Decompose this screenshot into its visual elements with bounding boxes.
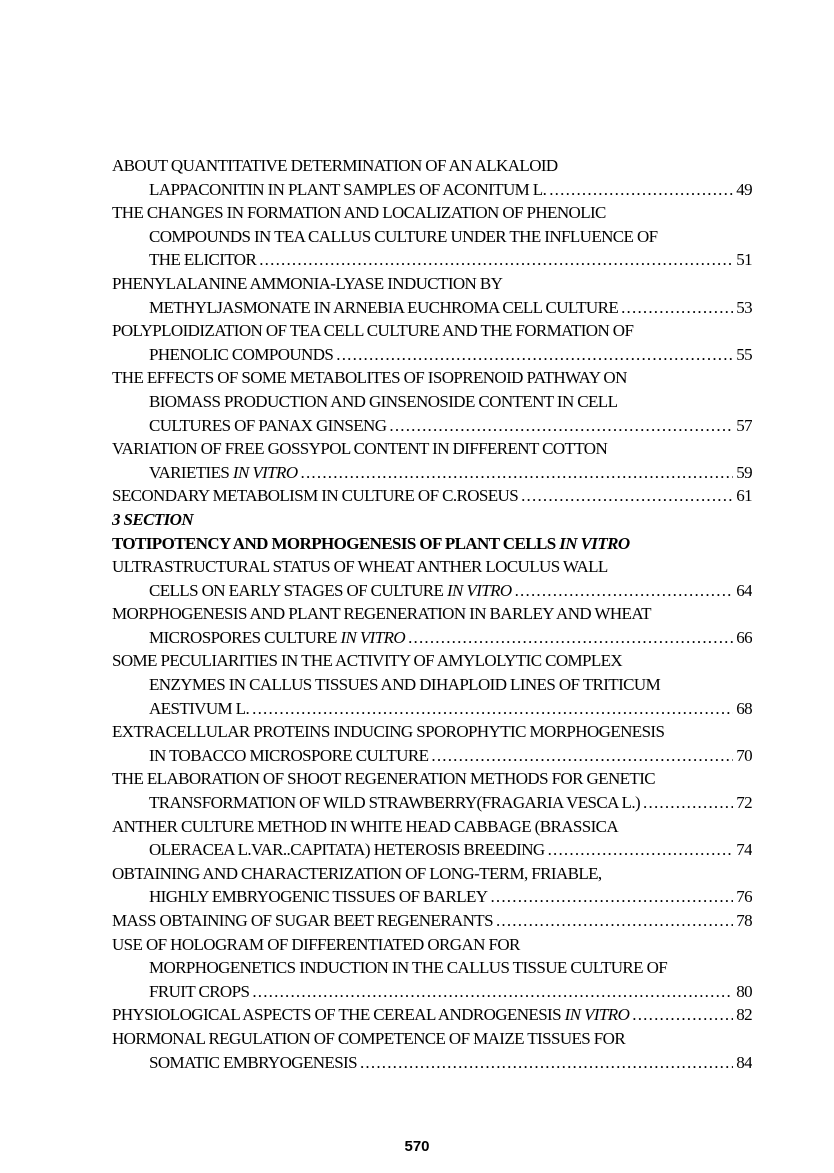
- toc-entry-title: PHENYLALANINE AMMONIA-LYASE INDUCTION BY: [112, 273, 503, 293]
- page-ref[interactable]: 55: [736, 344, 752, 364]
- page-ref[interactable]: 80: [736, 981, 752, 1001]
- dot-leader: [389, 414, 733, 438]
- toc-entry-last-line: LAPPACONITIN IN PLANT SAMPLES OF ACONITUM L. ..... 49: [112, 178, 752, 202]
- toc-entry: [112, 649, 752, 720]
- toc-entry: [112, 1003, 752, 1027]
- page-ref[interactable]: 61: [736, 486, 752, 506]
- toc-entry: [112, 555, 752, 602]
- dot-leader: [408, 626, 733, 650]
- toc-entry: [112, 1027, 752, 1074]
- toc-entry-title: THE ELABORATION OF SHOOT REGENERATION METHODS FOR GENETIC: [112, 769, 656, 789]
- toc-entry-continuation: COMPOUNDS IN TEA CALLUS CULTURE UNDER THE INFLUENCE OF: [149, 226, 658, 246]
- toc-entry-last-line: MASS OBTAINING OF SUGAR BEET REGENERANTS ..... 78: [112, 909, 752, 933]
- toc-entry: [112, 437, 752, 484]
- toc-entry: [112, 366, 752, 437]
- dot-leader: [621, 296, 733, 320]
- dot-leader: [515, 579, 734, 603]
- page-ref[interactable]: 74: [736, 840, 752, 860]
- toc-entry-continuation: BIOMASS PRODUCTION AND GINSENOSIDE CONTENT IN CELL: [149, 391, 618, 411]
- page-ref[interactable]: 76: [736, 887, 752, 907]
- page-ref[interactable]: 49: [736, 179, 752, 199]
- toc-entry-last-line: PHENOLIC COMPOUNDS ..... 55: [112, 343, 752, 367]
- dot-leader: [259, 248, 733, 272]
- toc-entry-title: MORPHOGENESIS AND PLANT REGENERATION IN BARLEY AND WHEAT: [112, 604, 651, 624]
- toc-entry-title: ABOUT QUANTITATIVE DETERMINATION OF AN ALKALOID: [112, 156, 558, 175]
- toc-entry-title: ULTRASTRUCTURAL STATUS OF WHEAT ANTHER LOCULUS WALL: [112, 557, 608, 577]
- dot-leader: [549, 178, 733, 202]
- page-ref[interactable]: 66: [736, 627, 752, 647]
- dot-leader: [490, 885, 733, 909]
- page-ref[interactable]: 57: [736, 415, 752, 435]
- toc-entry-last-line: CULTURES OF PANAX GINSENG ..... 57: [112, 414, 752, 438]
- page-ref[interactable]: 59: [736, 462, 752, 482]
- page-ref[interactable]: 84: [736, 1052, 752, 1072]
- toc-entry-title: USE OF HOLOGRAM OF DIFFERENTIATED ORGAN FOR: [112, 934, 520, 954]
- toc-entry-last-line: AESTIVUM L. ..... 68: [112, 697, 752, 721]
- page-ref[interactable]: 70: [736, 745, 752, 765]
- toc-entry-last-line: SOMATIC EMBRYOGENESIS ..... 84: [112, 1051, 752, 1075]
- toc-entry-title: HORMONAL REGULATION OF COMPETENCE OF MAIZE TISSUES FOR: [112, 1028, 626, 1048]
- table-of-contents: [112, 154, 752, 1074]
- toc-entry-last-line: PHYSIOLOGICAL ASPECTS OF THE CEREAL ANDROGENESIS IN VITRO ..... 82: [112, 1003, 752, 1027]
- toc-entry-title: EXTRACELLULAR PROTEINS INDUCING SPOROPHYTIC MORPHOGENESIS: [112, 722, 665, 742]
- toc-entry: [112, 201, 752, 272]
- toc-entry: [112, 319, 752, 366]
- page-ref[interactable]: 51: [736, 250, 752, 270]
- toc-entry: [112, 272, 752, 319]
- toc-entry-last-line: TRANSFORMATION OF WILD STRAWBERRY(FRAGARIA VESCA L.) ..... 72: [112, 791, 752, 815]
- toc-entry: [112, 154, 752, 201]
- section-number: 3 SECTION: [112, 509, 194, 529]
- page-ref[interactable]: 64: [736, 580, 752, 600]
- toc-entry-title: THE EFFECTS OF SOME METABOLITES OF ISOPRENOID PATHWAY ON: [112, 368, 627, 388]
- toc-entry: [112, 602, 752, 649]
- toc-entry: [112, 767, 752, 814]
- dot-leader: [632, 1003, 733, 1027]
- dot-leader: [252, 980, 733, 1004]
- toc-entry: [112, 909, 752, 933]
- toc-entry-continuation: MORPHOGENETICS INDUCTION IN THE CALLUS TISSUE CULTURE OF: [149, 958, 668, 978]
- toc-entry-last-line: IN TOBACCO MICROSPORE CULTURE ..... 70: [112, 744, 752, 768]
- toc-entry-title: OBTAINING AND CHARACTERIZATION OF LONG-TERM, FRIABLE,: [112, 863, 602, 883]
- page-ref[interactable]: 82: [736, 1005, 752, 1025]
- toc-entry-title: POLYPLOIDIZATION OF TEA CELL CULTURE AND THE FORMATION OF: [112, 321, 634, 341]
- toc-entry-last-line: HIGHLY EMBRYOGENIC TISSUES OF BARLEY ..... 76: [112, 885, 752, 909]
- dot-leader: [360, 1051, 733, 1075]
- toc-entry-last-line: CELLS ON EARLY STAGES OF CULTURE IN VITRO ..... 64: [112, 579, 752, 603]
- toc-entry: [112, 933, 752, 1004]
- toc-entry-last-line: VARIETIES IN VITRO ..... 59: [112, 461, 752, 485]
- toc-entry-last-line: FRUIT CROPS ..... 80: [112, 980, 752, 1004]
- toc-entry-title: VARIATION OF FREE GOSSYPOL CONTENT IN DIFFERENT COTTON: [112, 439, 608, 459]
- page-ref[interactable]: 78: [736, 911, 752, 930]
- page-ref[interactable]: 53: [736, 297, 752, 317]
- toc-entry-last-line: OLERACEA L.VAR..CAPITATA) HETEROSIS BREEDING ..... 74: [112, 838, 752, 862]
- dot-leader: [548, 838, 734, 862]
- toc-entry: [112, 862, 752, 909]
- dot-leader: [643, 791, 733, 815]
- dot-leader: [252, 697, 733, 721]
- dot-leader: [521, 484, 733, 508]
- dot-leader: [496, 909, 733, 933]
- toc-entry: [112, 484, 752, 508]
- dot-leader: [301, 461, 734, 485]
- toc-entry-title: SOME PECULIARITIES IN THE ACTIVITY OF AMYLOLYTIC COMPLEX: [112, 651, 623, 671]
- toc-entry-continuation: ENZYMES IN CALLUS TISSUES AND DIHAPLOID LINES OF TRITICUM: [149, 675, 661, 695]
- page-number: 570: [404, 1138, 430, 1155]
- toc-entry-title: ANTHER CULTURE METHOD IN WHITE HEAD CABBAGE (BRASSICA: [112, 816, 619, 836]
- page-ref[interactable]: 72: [736, 793, 752, 813]
- toc-entry-last-line: MICROSPORES CULTURE IN VITRO ..... 66: [112, 626, 752, 650]
- page-ref[interactable]: 68: [736, 698, 752, 718]
- toc-entry-last-line: METHYLJASMONATE IN ARNEBIA EUCHROMA CELL CULTURE ..... 53: [112, 296, 752, 320]
- toc-entry-last-line: THE ELICITOR ..... 51: [112, 248, 752, 272]
- toc-entry-last-line: SECONDARY METABOLISM IN CULTURE OF C.ROSEUS ..... 61: [112, 484, 752, 508]
- toc-entry: [112, 720, 752, 767]
- section-title: TOTIPOTENCY AND MORPHOGENESIS OF PLANT CELLS IN VITRO: [112, 533, 630, 553]
- toc-entry: [112, 815, 752, 862]
- toc-entry-title: THE CHANGES IN FORMATION AND LOCALIZATION OF PHENOLIC: [112, 203, 606, 223]
- dot-leader: [431, 744, 733, 768]
- dot-leader: [336, 343, 733, 367]
